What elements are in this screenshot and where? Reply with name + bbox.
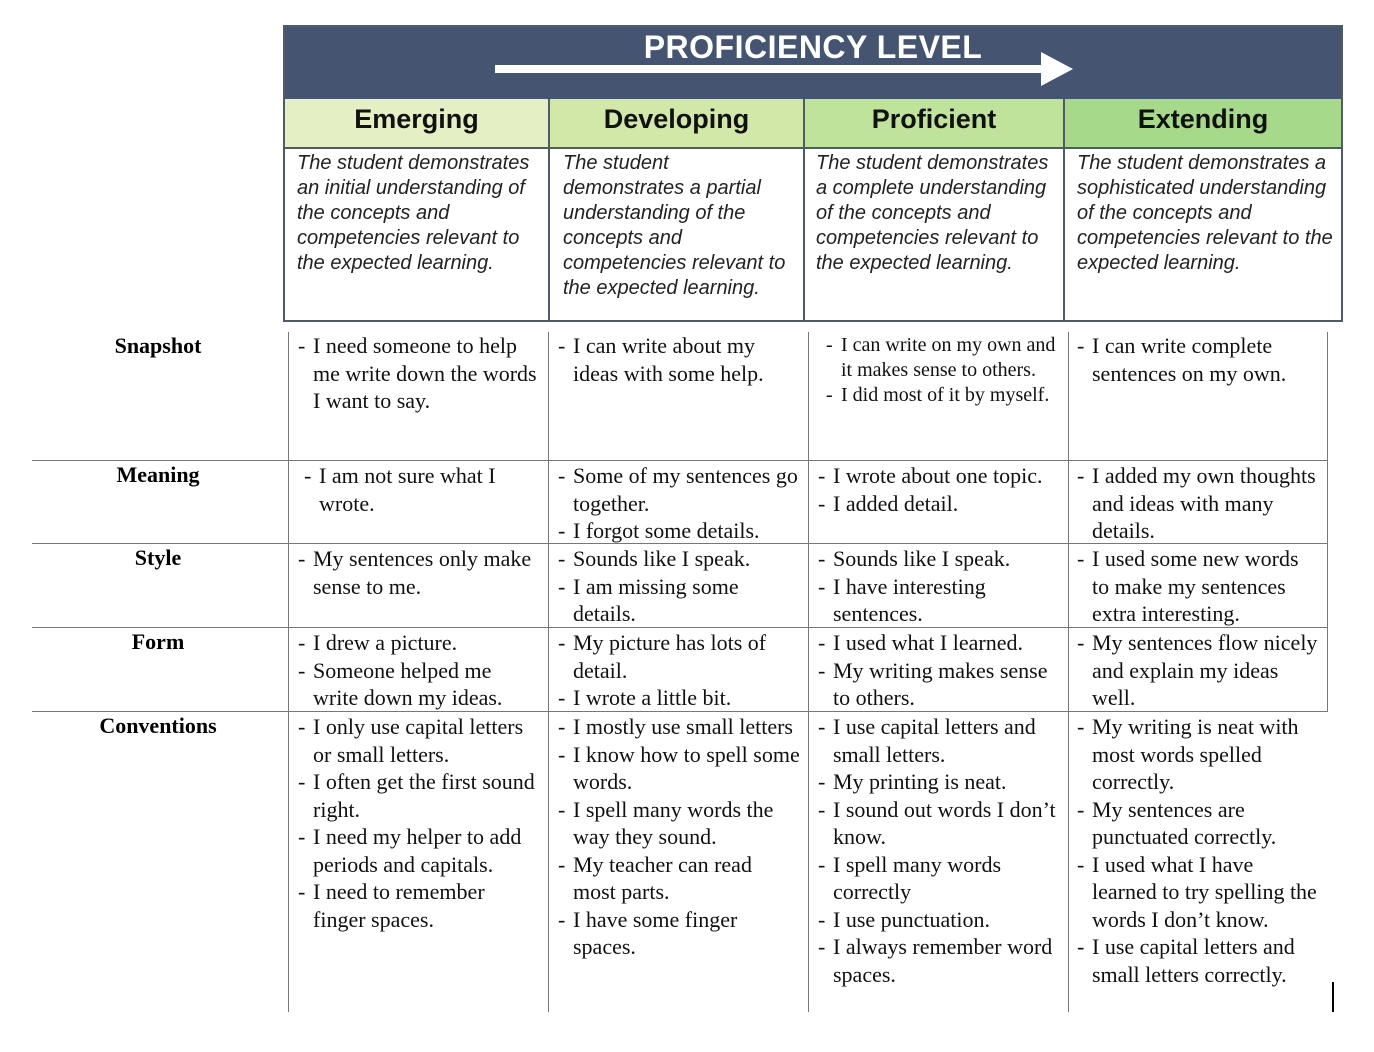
bullet-list [818,629,1060,712]
list-item: - My sentences are punctuated correctly. [1077,796,1319,851]
cell-conventions-extending [1077,713,1325,988]
list-item: - I forgot some details. [558,517,800,545]
bullet-list [298,545,540,600]
bullet-list [558,545,800,628]
list-item: - I added my own thoughts and ideas with many details. [1077,462,1319,545]
list-item: - I use punctuation. [818,906,1060,934]
list-item: - I need someone to help me write down the words I want to say. [298,332,540,415]
row-label-style: Style [134,545,182,570]
list-item: - I am not sure what I wrote. [304,462,540,517]
list-item: - I spell many words correctly [818,851,1060,906]
cell-form-emerging [298,629,546,712]
list-item: - I wrote a little bit. [558,684,800,712]
cell-conventions-developing [558,713,806,961]
list-item: - My sentences only make sense to me. [298,545,540,600]
list-item: - I use capital letters and small letters. [818,713,1060,768]
level-descriptions-row [285,149,1341,320]
row-label-snapshot: Snapshot [114,333,202,358]
column-divider [288,332,289,1012]
bullet-list [298,713,540,933]
bullet-list [298,629,540,712]
cell-snapshot-emerging [298,332,546,415]
list-item: - My teacher can read most parts. [558,851,800,906]
list-item: - I have some finger spaces. [558,906,800,961]
list-item: - My sentences flow nicely and explain my ideas well. [1077,629,1319,712]
list-item: - Someone helped me write down my ideas. [298,657,540,712]
cell-style-developing [558,545,806,628]
bullet-list [558,462,800,545]
list-item: - I have interesting sentences. [818,573,1060,628]
list-item: - I can write about my ideas with some help. [558,332,800,387]
row-label-form: Form [131,629,185,654]
list-item: - I often get the first sound right. [298,768,540,823]
cell-style-extending [1077,545,1325,628]
list-item: - Sounds like I speak. [818,545,1060,573]
row-divider [32,460,1328,461]
list-item: - I am missing some details. [558,573,800,628]
list-item: - I need my helper to add periods and capitals. [298,823,540,878]
proficiency-banner [285,27,1341,101]
list-item: - I used what I have learned to try spelling the words I don’t know. [1077,851,1319,934]
cell-snapshot-proficient [826,333,1066,408]
list-item: - I need to remember finger spaces. [298,878,540,933]
bullet-list [818,545,1060,628]
description-developing: The student demonstrates a partial understanding of the concepts and competencies relevant to the expected learning. [550,149,805,320]
bullet-list [826,333,1060,408]
arrow-right-icon [495,65,1045,73]
description-extending: The student demonstrates a sophisticated understanding of the concepts and competencies relevant to the expected learning. [1077,152,1333,274]
column-divider [1327,332,1328,712]
bullet-list [818,462,1060,517]
arrow-head-icon [1041,52,1073,86]
list-item: - Some of my sentences go together. [558,462,800,517]
cell-meaning-proficient [818,462,1066,517]
bullet-list [298,332,540,415]
description-proficient: The student demonstrates a complete understanding of the concepts and competencies relevant to the expected learning. [805,149,1065,320]
cell-meaning-emerging [304,462,546,517]
cell-style-emerging [298,545,546,600]
cell-meaning-developing [558,462,806,545]
cell-snapshot-extending [1077,332,1325,387]
list-item: - My writing is neat with most words spelled correctly. [1077,713,1319,796]
bullet-list [1077,713,1319,988]
list-item: - I always remember word spaces. [818,933,1060,988]
level-emerging: Emerging [285,99,550,149]
list-item: - I know how to spell some words. [558,741,800,796]
list-item: - I can write on my own and it makes sense to others. [826,333,1060,383]
list-item: - I spell many words the way they sound. [558,796,800,851]
list-item: - Sounds like I speak. [558,545,800,573]
text-cursor [1332,982,1334,1012]
list-item: - I drew a picture. [298,629,540,657]
cell-snapshot-developing [558,332,806,387]
cell-conventions-proficient [818,713,1066,988]
row-label-meaning: Meaning [116,462,200,487]
list-item: - I use capital letters and small letters correctly. [1077,933,1319,988]
bullet-list [304,462,540,517]
bullet-list [1077,545,1319,628]
level-names-row [285,99,1341,149]
bullet-list [818,713,1060,988]
list-item: - I added detail. [818,490,1060,518]
bullet-list [558,629,800,712]
list-item: - My printing is neat. [818,768,1060,796]
list-item: - I only use capital letters or small letters. [298,713,540,768]
list-item: - I can write complete sentences on my own. [1077,332,1319,387]
list-item: - I mostly use small letters [558,713,800,741]
row-label-conventions: Conventions [99,713,217,738]
level-proficient: Proficient [805,99,1065,149]
cell-conventions-emerging [298,713,546,933]
cell-form-developing [558,629,806,712]
column-divider [808,332,809,1012]
proficiency-header [283,25,1343,322]
bullet-list [1077,332,1319,387]
bullet-list [1077,629,1319,712]
banner-title: PROFICIENCY LEVEL [643,29,983,65]
cell-form-extending [1077,629,1325,712]
level-developing: Developing [550,99,805,149]
cell-meaning-extending [1077,462,1325,545]
list-item: - My writing makes sense to others. [818,657,1060,712]
list-item: - I wrote about one topic. [818,462,1060,490]
cell-form-proficient [818,629,1066,712]
list-item: - I used what I learned. [818,629,1060,657]
description-emerging: The student demonstrates an initial understanding of the concepts and competencies relevant to the expected learning. [285,149,550,320]
cell-style-proficient [818,545,1066,628]
column-divider [548,332,549,1012]
bullet-list [558,713,800,961]
level-extending: Extending [1065,99,1341,149]
list-item: - My picture has lots of detail. [558,629,800,684]
bullet-list [1077,462,1319,545]
list-item: - I sound out words I don’t know. [818,796,1060,851]
bullet-list [558,332,800,387]
column-divider [1068,332,1069,1012]
list-item: - I did most of it by myself. [826,383,1060,408]
list-item: - I used some new words to make my sentences extra interesting. [1077,545,1319,628]
